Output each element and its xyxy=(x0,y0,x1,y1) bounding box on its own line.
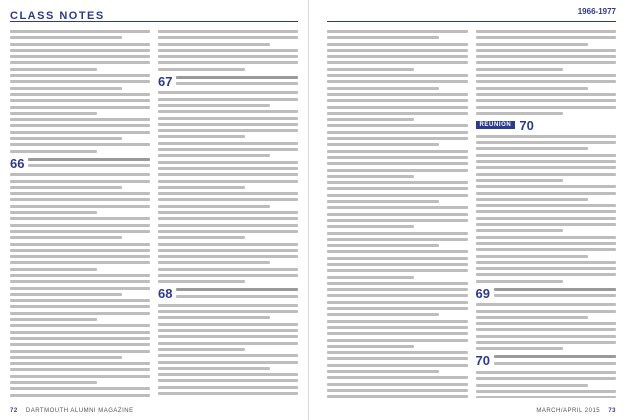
right-columns xyxy=(327,30,616,398)
column xyxy=(327,30,468,398)
class-year-marker xyxy=(476,354,617,368)
class-year-marker xyxy=(158,75,298,89)
page-header xyxy=(327,6,616,22)
reunion-year: 70 xyxy=(519,117,534,133)
page-footer xyxy=(10,408,298,414)
page-header xyxy=(10,6,298,22)
class-year: 66 xyxy=(10,155,25,171)
reunion-banner xyxy=(476,119,617,132)
right-page xyxy=(317,0,626,420)
column xyxy=(10,30,150,398)
class-year-marker xyxy=(158,287,298,301)
class-year-range: 1966-1977 xyxy=(577,7,616,16)
class-year-marker xyxy=(476,287,617,301)
class-year: 69 xyxy=(475,285,490,301)
class-year: 70 xyxy=(475,353,490,369)
section-title: CLASS NOTES xyxy=(10,10,105,22)
left-columns xyxy=(10,30,298,398)
page-number: 72 xyxy=(10,408,18,414)
column xyxy=(158,30,298,398)
class-year: 68 xyxy=(158,286,173,302)
class-year-marker xyxy=(10,157,150,171)
class-year: 67 xyxy=(158,73,173,89)
issue-date: MARCH/APRIL 2015 xyxy=(536,408,601,414)
reunion-label: REUNION xyxy=(476,121,516,129)
left-page xyxy=(0,0,309,420)
column xyxy=(476,30,617,398)
page-number: 73 xyxy=(608,408,616,414)
publication-name: DARTMOUTH ALUMNI MAGAZINE xyxy=(25,408,134,414)
page-footer xyxy=(327,408,616,414)
